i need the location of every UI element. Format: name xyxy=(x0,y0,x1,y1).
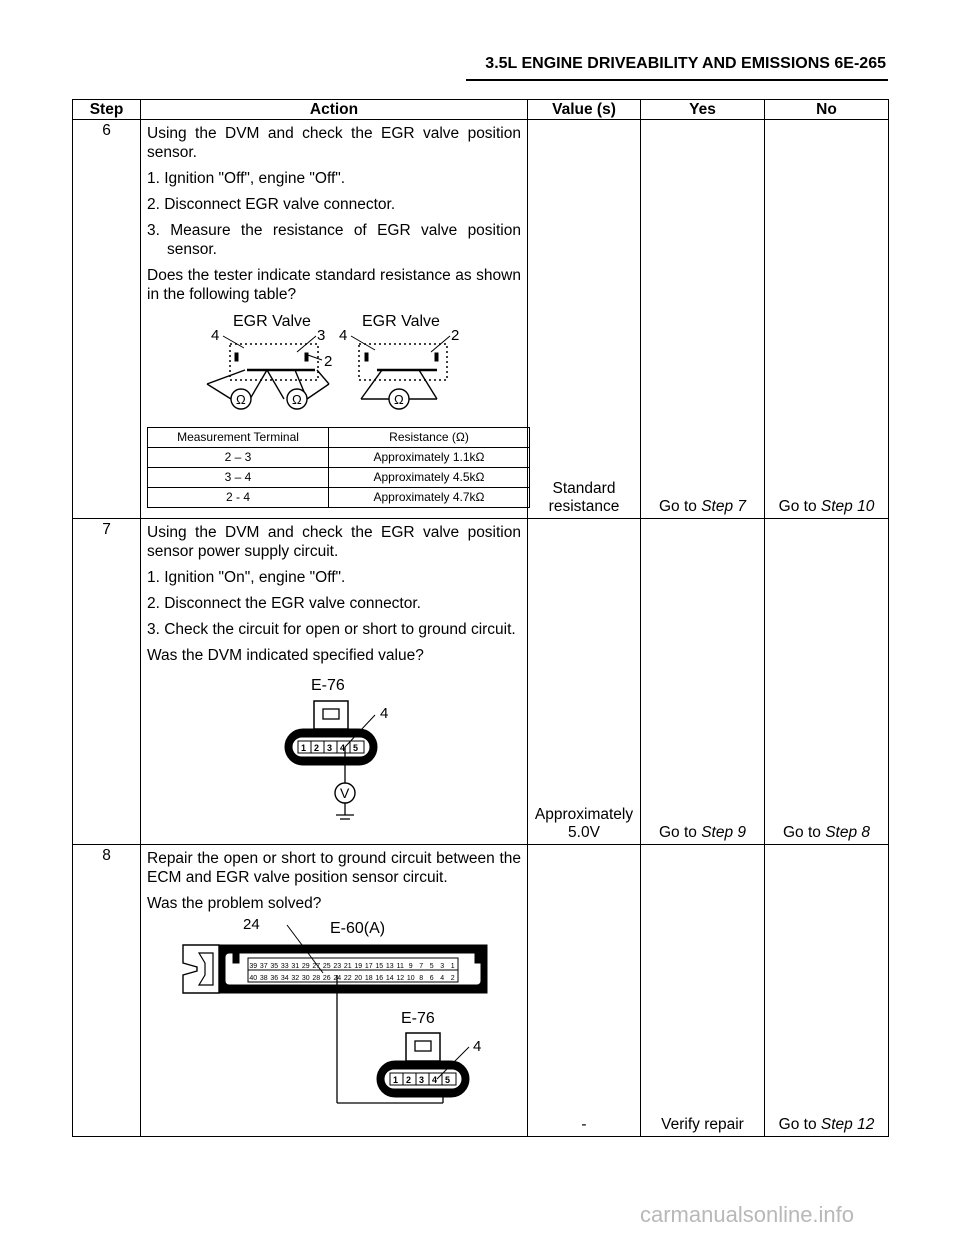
ecm-pin-number: 36 xyxy=(270,975,279,982)
connector-label-e60a: E-60(A) xyxy=(330,920,386,937)
yes-step-link[interactable]: Step 7 xyxy=(701,498,747,515)
value-cell: Approximately 5.0V xyxy=(528,519,641,845)
ecm-pin-number: 31 xyxy=(291,963,300,970)
pin-4: 4 xyxy=(340,743,346,753)
measurement-terminal: 3 – 4 xyxy=(148,468,329,488)
step-number: 8 xyxy=(73,845,141,1137)
measurement-resistance: Approximately 4.7kΩ xyxy=(329,488,530,508)
action-step-3: 3. Measure the resistance of EGR valve position sensor. xyxy=(147,222,521,258)
pin-label-2-right: 2 xyxy=(451,327,460,344)
ecm-pin-number: 19 xyxy=(354,963,363,970)
e76-voltage-diagram xyxy=(147,665,522,820)
ecm-pin-number: 7 xyxy=(419,963,424,970)
ecm-pin-number: 37 xyxy=(259,963,268,970)
table-row xyxy=(148,488,530,508)
ecm-e60a-wiring-diagram xyxy=(147,913,522,1113)
ecm-pin-number: 10 xyxy=(406,975,415,982)
pin-label-3: 3 xyxy=(317,327,326,344)
action-cell xyxy=(141,845,528,1137)
connector-e76-shape xyxy=(377,1033,469,1097)
voltmeter-symbol: V xyxy=(340,785,350,801)
action-intro: Using the DVM and check the EGR valve position sensor power supply circuit. xyxy=(147,524,521,560)
ecm-pin-number: 39 xyxy=(249,963,258,970)
ecm-pin-number: 3 xyxy=(440,963,445,970)
no-prefix: Go to xyxy=(778,498,821,515)
ecm-pin-number: 24 xyxy=(333,975,342,982)
measurement-terminal: 2 - 4 xyxy=(148,488,329,508)
egr-valve-right-label: EGR Valve xyxy=(362,313,440,330)
diagnostic-table xyxy=(72,99,889,1137)
ecm-pin-number: 21 xyxy=(343,963,352,970)
ecm-pin-number: 38 xyxy=(259,975,268,982)
ecm-pin-number: 40 xyxy=(249,975,258,982)
column-header-step: Step xyxy=(73,100,141,120)
ecm-pin-number: 33 xyxy=(280,963,289,970)
ecm-pin-number: 14 xyxy=(385,975,394,982)
table-row-step-6 xyxy=(73,120,889,519)
measurement-header-terminal: Measurement Terminal xyxy=(148,428,329,448)
action-intro: Using the DVM and check the EGR valve position sensor. xyxy=(147,125,521,161)
action-steps xyxy=(147,568,521,639)
no-cell xyxy=(765,519,889,845)
ecm-pin-number: 25 xyxy=(322,963,331,970)
yes-prefix: Go to xyxy=(658,498,702,515)
no-step-link[interactable]: Step 12 xyxy=(820,1116,875,1133)
yes-step-link[interactable]: Step 9 xyxy=(701,824,747,841)
ecm-pin-number: 20 xyxy=(354,975,363,982)
pin-5: 5 xyxy=(353,743,359,753)
ecm-pin-number: 18 xyxy=(364,975,373,982)
pin-label-4: 4 xyxy=(380,705,389,722)
action-cell xyxy=(141,519,528,845)
ecm-pin-number: 17 xyxy=(364,963,373,970)
action-cell xyxy=(141,120,528,519)
action-question: Was the DVM indicated specified value? xyxy=(147,647,424,664)
action-step-3: 3. Check the circuit for open or short to ground circuit. xyxy=(147,621,516,638)
pin-label-4: 4 xyxy=(473,1038,482,1055)
pin-2: 2 xyxy=(314,743,320,753)
pin-4: 4 xyxy=(432,1075,438,1085)
yes-cell xyxy=(641,120,765,519)
measurement-table xyxy=(147,427,530,508)
ecm-pin-number: 2 xyxy=(450,975,455,982)
measurement-resistance: Approximately 4.5kΩ xyxy=(329,468,530,488)
connector-label-e76: E-76 xyxy=(311,677,345,694)
ecm-pin-number: 32 xyxy=(291,975,300,982)
ecm-pin-number: 34 xyxy=(280,975,289,982)
action-step-1: 1. Ignition "Off", engine "Off". xyxy=(147,170,346,187)
column-header-action: Action xyxy=(141,100,528,120)
header-rule xyxy=(466,79,888,81)
ohm-meter-left-2: Ω xyxy=(292,392,302,407)
action-step-2: 2. Disconnect EGR valve connector. xyxy=(147,196,396,213)
action-question: Does the tester indicate standard resistance as shown in the following table? xyxy=(147,267,521,303)
ecm-pin-number: 4 xyxy=(440,975,445,982)
no-prefix: Go to xyxy=(778,1116,821,1133)
action-intro: Repair the open or short to ground circuit between the ECM and EGR valve position sensor circuit. xyxy=(147,850,521,886)
column-header-no: No xyxy=(765,100,889,120)
pin-label-24: 24 xyxy=(243,916,260,933)
value-cell: Standard resistance xyxy=(528,120,641,519)
column-header-value: Value (s) xyxy=(528,100,641,120)
yes-prefix: Go to xyxy=(658,824,702,841)
ecm-pin-number: 23 xyxy=(333,963,342,970)
measurement-table-header xyxy=(148,428,530,448)
watermark: carmanualsonline.info xyxy=(640,1202,855,1227)
value-cell: - xyxy=(528,845,641,1137)
pin-label-2-left: 2 xyxy=(324,353,333,370)
no-step-link[interactable]: Step 8 xyxy=(825,824,871,841)
egr-valve-left-label: EGR Valve xyxy=(233,313,311,330)
egr-valve-left-body xyxy=(207,336,329,409)
ecm-pin-number: 29 xyxy=(301,963,310,970)
step-number: 7 xyxy=(73,519,141,845)
ecm-pin-number: 5 xyxy=(429,963,434,970)
pin-2: 2 xyxy=(406,1075,412,1085)
ecm-pin-number: 9 xyxy=(408,963,413,970)
table-header-row xyxy=(73,100,889,120)
pin-label-4-left: 4 xyxy=(211,327,220,344)
ecm-pin-number: 1 xyxy=(450,963,455,970)
measurement-resistance: Approximately 1.1kΩ xyxy=(329,448,530,468)
pin-3: 3 xyxy=(327,743,333,753)
ecm-pin-number: 16 xyxy=(375,975,384,982)
pin-3: 3 xyxy=(419,1075,425,1085)
pin-label-4-right: 4 xyxy=(339,327,348,344)
connector-e76-shape xyxy=(285,701,377,819)
ecm-pin-number: 28 xyxy=(312,975,321,982)
ecm-pin-number: 30 xyxy=(301,975,310,982)
egr-valve-resistance-diagram xyxy=(147,304,522,422)
action-step-2: 2. Disconnect the EGR valve connector. xyxy=(147,595,421,612)
ecm-pin-number: 27 xyxy=(312,963,321,970)
ecm-pin-number: 6 xyxy=(429,975,434,982)
no-step-link[interactable]: Step 10 xyxy=(820,498,875,515)
action-question: Was the problem solved? xyxy=(147,895,322,912)
no-prefix: Go to xyxy=(782,824,826,841)
no-cell xyxy=(765,120,889,519)
ecm-pin-number: 35 xyxy=(270,963,279,970)
ecm-pin-number: 12 xyxy=(396,975,405,982)
pin-1: 1 xyxy=(301,743,307,753)
ecm-pin-number: 8 xyxy=(419,975,424,982)
page-header-title: 3.5L ENGINE DRIVEABILITY AND EMISSIONS 6E-265 xyxy=(485,55,886,72)
ecm-pin-number: 11 xyxy=(396,963,404,970)
table-row-step-8 xyxy=(73,845,889,1137)
no-cell xyxy=(765,845,889,1137)
pin-1: 1 xyxy=(393,1075,399,1085)
ohm-meter-left-1: Ω xyxy=(236,392,246,407)
connector-label-e76: E-76 xyxy=(401,1010,435,1027)
step-number: 6 xyxy=(73,120,141,519)
measurement-header-resistance: Resistance (Ω) xyxy=(329,428,530,448)
ecm-pin-number: 26 xyxy=(322,975,331,982)
ecm-pin-number: 13 xyxy=(385,963,394,970)
action-steps xyxy=(147,169,521,259)
pin-5: 5 xyxy=(445,1075,451,1085)
action-step-1: 1. Ignition "On", engine "Off". xyxy=(147,569,346,586)
yes-cell xyxy=(641,519,765,845)
ecm-pin-number: 22 xyxy=(343,975,352,982)
table-row xyxy=(148,468,530,488)
measurement-terminal: 2 – 3 xyxy=(148,448,329,468)
table-row xyxy=(148,448,530,468)
yes-cell: Verify repair xyxy=(641,845,765,1137)
table-row-step-7 xyxy=(73,519,889,845)
column-header-yes: Yes xyxy=(641,100,765,120)
ecm-pin-number: 15 xyxy=(375,963,384,970)
ohm-meter-right: Ω xyxy=(394,392,404,407)
